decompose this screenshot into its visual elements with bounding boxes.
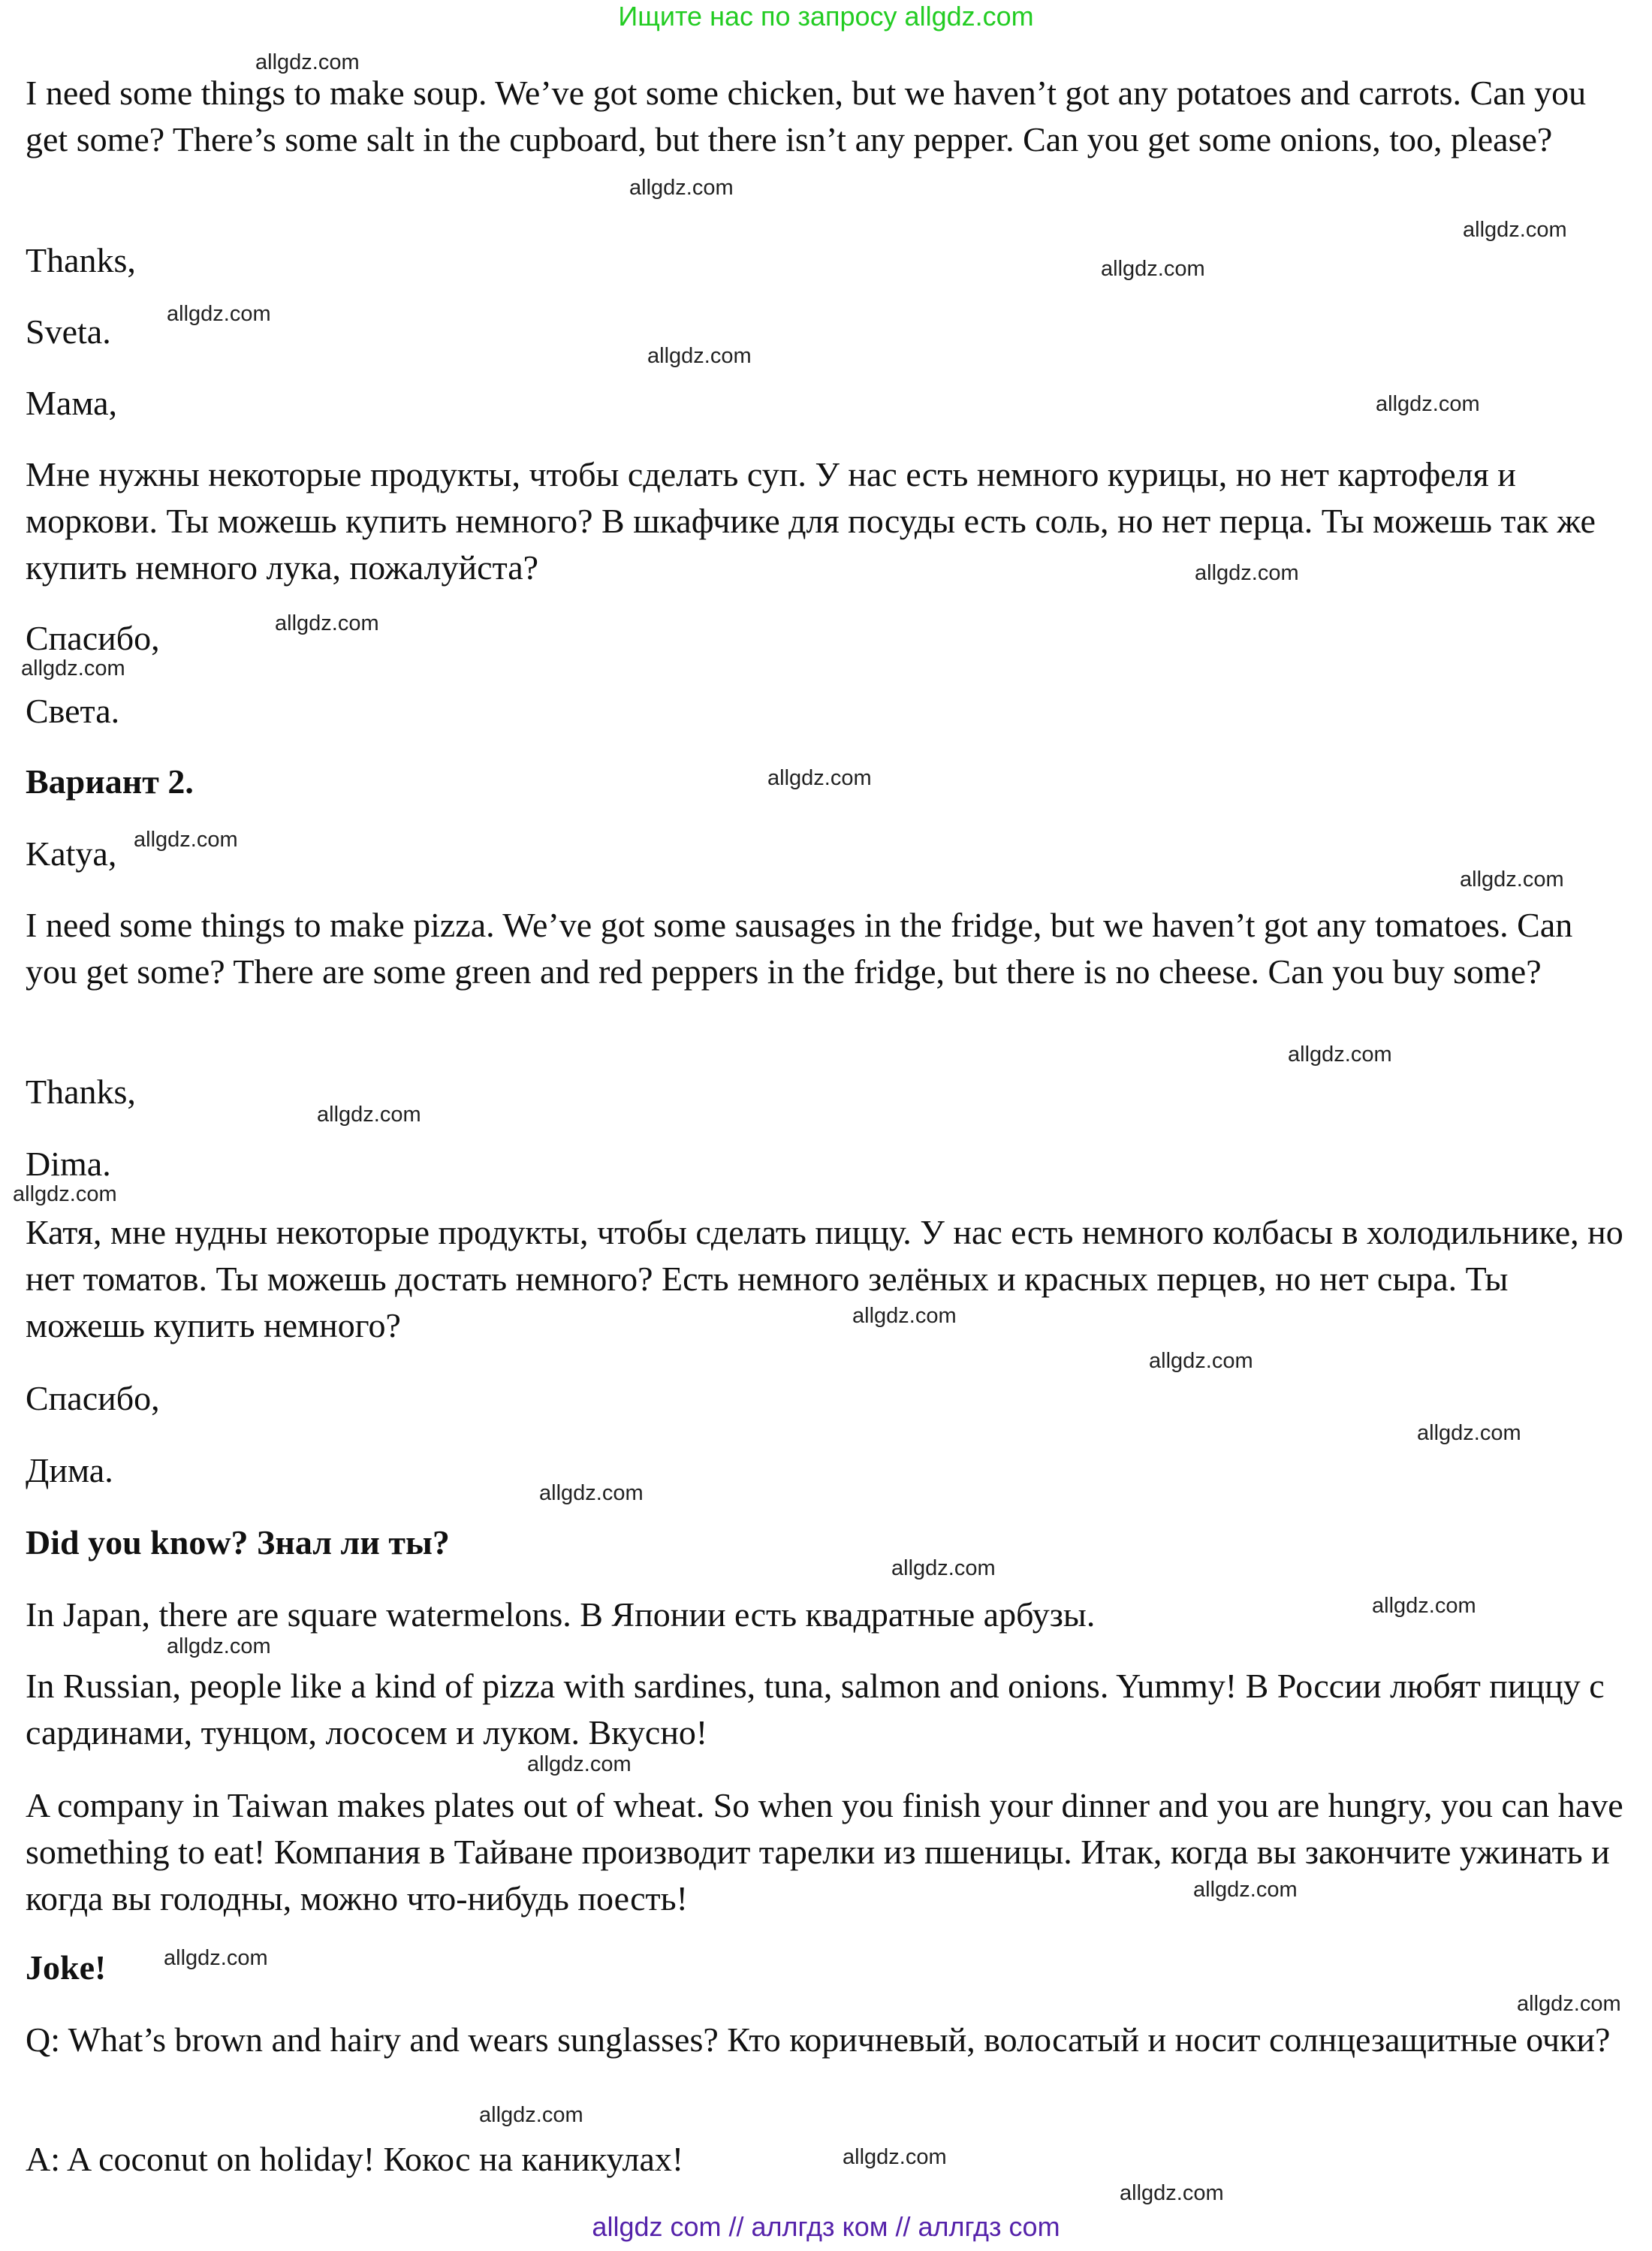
watermark: allgdz.com [1195,561,1299,585]
letter2-greeting-en: Katya, [26,834,117,873]
watermark: allgdz.com [255,50,360,74]
letter2-thanks-en: Thanks, [26,1073,136,1111]
watermark: allgdz.com [1372,1594,1476,1618]
letter1-thanks-ru: Спасибо, [26,619,160,657]
watermark: allgdz.com [1376,392,1480,416]
watermark: allgdz.com [1517,1992,1621,2016]
letter1-body-ru: Мне нужны некоторые продукты, чтобы сделать суп. У нас есть немного курицы, но нет картофеля и моркови. Ты можешь купить немного? В шкафчике для посуды есть соль, но нет перца. Ты можешь так же купить немного лука, пожалуйста? [26,455,1596,587]
letter2-thanks-ru: Спасибо, [26,1379,160,1417]
watermark: allgdz.com [317,1103,421,1127]
watermark: allgdz.com [527,1752,632,1776]
fact-item: A company in Taiwan makes plates out of wheat. So when you finish your dinner and you are hungry, you can have something to eat! Компания в Тайване производит тарелки из пшеницы. Итак, когда вы закончите ужинать и когда вы голодны, можно что-нибудь поесть! [26,1786,1623,1918]
joke-question: Q: What’s brown and hairy and wears sunglasses? Кто коричневый, волосатый и носит солнцезащитные очки? [26,2020,1611,2059]
fact-item: In Russian, people like a kind of pizza with sardines, tuna, salmon and onions. Yummy! В России любят пиццу с сардинами, тунцом, лососем и луком. Вкусно! [26,1667,1605,1752]
watermark: allgdz.com [647,344,752,368]
footer-banner: allgdz com // аллгдз ком // аллгдз com [592,2211,1060,2242]
watermark: allgdz.com [1417,1421,1521,1445]
watermark: allgdz.com [134,828,238,852]
watermark: allgdz.com [891,1556,996,1580]
facts-heading: Did you know? Знал ли ты? [26,1523,450,1562]
joke-answer: A: A coconut on holiday! Кокос на каникулах! [26,2140,684,2178]
watermark: allgdz.com [843,2145,947,2169]
letter2-signature-ru: Дима. [26,1451,113,1489]
letter2-signature-en: Dima. [26,1145,111,1183]
watermark: allgdz.com [539,1481,644,1505]
watermark: allgdz.com [164,1946,268,1970]
watermark: allgdz.com [1463,218,1567,242]
watermark: allgdz.com [1120,2181,1224,2205]
watermark: allgdz.com [767,766,872,790]
watermark: allgdz.com [1193,1878,1298,1902]
letter1-signature-en: Sveta. [26,312,111,351]
variant2-heading: Вариант 2. [26,762,194,801]
watermark: allgdz.com [275,611,379,635]
letter1-signature-ru: Света. [26,692,120,730]
joke-heading: Joke! [26,1948,107,1987]
search-banner: Ищите нас по запросу allgdz.com [618,1,1034,32]
letter2-body-ru: Катя, мне нудны некоторые продукты, чтобы сделать пиццу. У нас есть немного колбасы в холодильнике, но нет томатов. Ты можешь достать немного? Есть немного зелёных и красных перцев, но нет сыра. Ты можешь купить немного? [26,1213,1623,1344]
watermark: allgdz.com [167,1634,271,1658]
watermark: allgdz.com [13,1182,117,1206]
watermark: allgdz.com [1101,257,1205,281]
letter1-greeting-ru: Мама, [26,384,118,422]
letter1-thanks-en: Thanks, [26,241,136,279]
letter1-body-en: I need some things to make soup. We’ve got some chicken, but we haven’t got any potatoes and carrots. Can you get some? There’s some salt in the cupboard, but there isn’t any pepper. Can you get some onions, too, please? [26,74,1587,158]
watermark: allgdz.com [1460,868,1564,892]
watermark: allgdz.com [479,2103,583,2127]
fact-item: In Japan, there are square watermelons. В Японии есть квадратные арбузы. [26,1595,1096,1634]
watermark: allgdz.com [167,302,271,326]
letter2-body-en: I need some things to make pizza. We’ve got some sausages in the fridge, but we haven’t got any tomatoes. Can you get some? There are some green and red peppers in the fridge, but there is no cheese. Can you buy some? [26,906,1573,991]
watermark: allgdz.com [629,176,734,200]
watermark: allgdz.com [1288,1043,1392,1067]
watermark: allgdz.com [1149,1349,1253,1373]
watermark: allgdz.com [21,656,125,680]
watermark: allgdz.com [852,1304,957,1328]
